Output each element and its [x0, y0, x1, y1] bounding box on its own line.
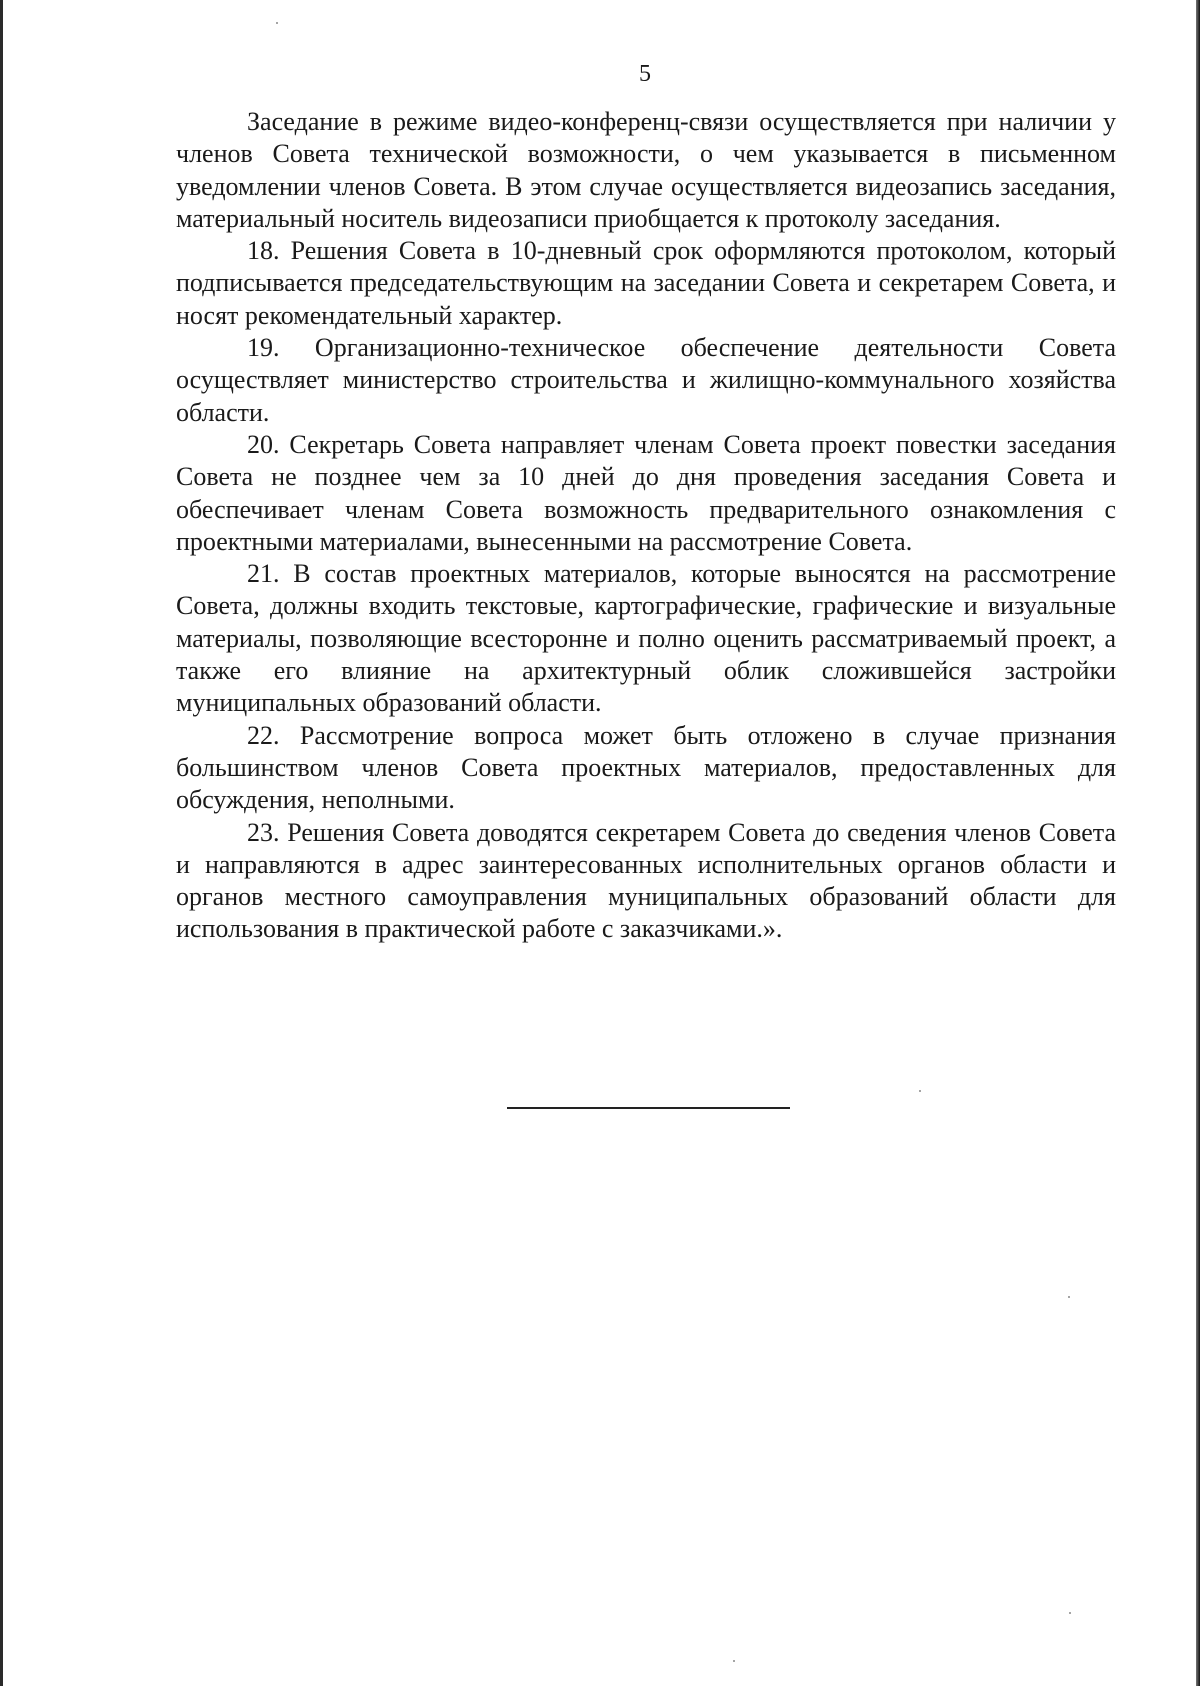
- paragraph-19: 19. Организационно-техническое обеспечение деятельности Совета осуществляет министерство строительства и жилищно-коммунального хозяйства области.: [176, 333, 1116, 427]
- paragraph-20: 20. Секретарь Совета направляет членам Совета проект повестки заседания Совета не позднее чем за 10 дней до дня проведения заседания Совета и обеспечивает членам Совета возможность предварительного ознакомления с проектными материалами, вынесенными на рассмотрение Совета.: [176, 429, 1116, 556]
- page-number: 5: [639, 61, 651, 87]
- paragraph-21: 21. В состав проектных материалов, которые выносятся на рассмотрение Совета, должны входить текстовые, картографические, графические и визуальные материалы, позволяющие всесторонне и полно оценить рассматриваемый проект, а также его влияние на архитектурный облик сложившейся застройки муниципальных образований области.: [176, 559, 1116, 718]
- end-divider-line: [507, 1107, 790, 1109]
- scan-edge-left: [0, 0, 3, 1686]
- scan-speck: [733, 1660, 735, 1662]
- scan-edge-right: [1196, 0, 1200, 1686]
- document-body: [176, 106, 1116, 946]
- paragraph-22: 22. Рассмотрение вопроса может быть отложено в случае признания большинством членов Совета проектных материалов, предоставленных для обсуждения, неполными.: [176, 720, 1116, 815]
- scan-speck: [919, 1090, 921, 1092]
- scan-speck: [276, 22, 278, 24]
- paragraph-18: 18. Решения Совета в 10-дневный срок оформляются протоколом, который подписывается председательствующим на заседании Совета и секретарем Совета, и носят рекомендательный характер.: [176, 236, 1116, 330]
- scan-speck: [1069, 1612, 1071, 1614]
- scan-speck: [1068, 1296, 1070, 1298]
- paragraph-video-conference: Заседание в режиме видео-конференц-связи осуществляется при наличии у членов Совета технической возможности, о чем указывается в письменном уведомлении членов Совета. В этом случае осуществляется видеозапись заседания, материальный носитель видеозаписи приобщается к протоколу заседания.: [176, 107, 1116, 233]
- paragraph-23: 23. Решения Совета доводятся секретарем Совета до сведения членов Совета и направляются в адрес заинтересованных исполнительных органов области и органов местного самоуправления муниципальных образований области для использования в практической работе с заказчиками.».: [176, 817, 1116, 944]
